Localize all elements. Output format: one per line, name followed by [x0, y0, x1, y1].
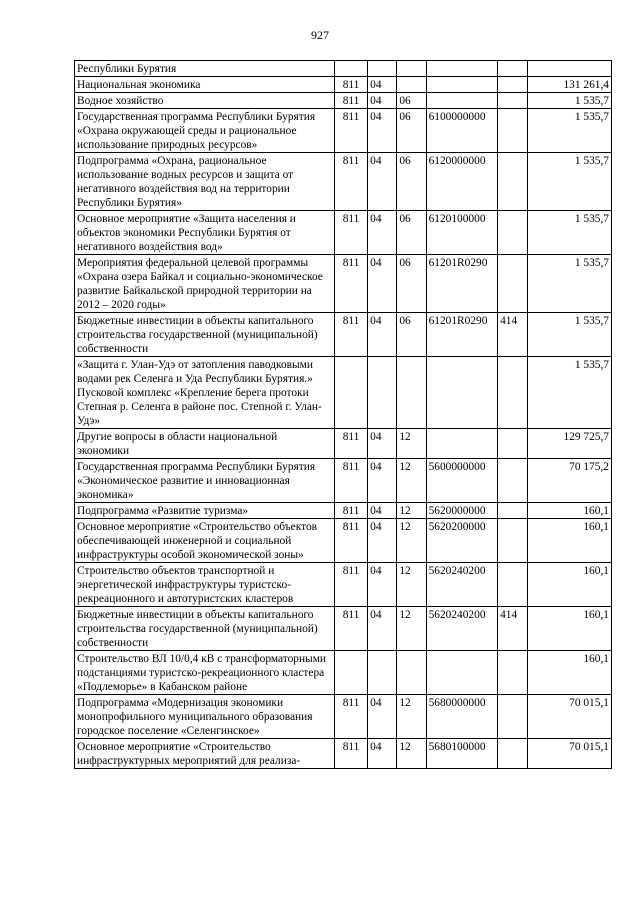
ministry-code-cell: 811	[334, 739, 367, 769]
amount-cell: 1 535,7	[528, 357, 612, 429]
table-row	[75, 313, 612, 357]
ministry-code-cell: 811	[334, 429, 367, 459]
ministry-code-cell	[334, 651, 367, 695]
amount-cell: 1 535,7	[528, 255, 612, 313]
expense-type-code-cell	[498, 429, 528, 459]
target-article-code-cell	[426, 357, 498, 429]
expense-type-code-cell	[498, 153, 528, 211]
budget-item-name-cell: Строительство ВЛ 10/0,4 кВ с трансформаторными подстанциями туристско-рекреационного кластера «Подлеморье» в Кабанском районе	[75, 651, 335, 695]
target-article-code-cell: 6120100000	[426, 211, 498, 255]
target-article-code-cell: 61201R0290	[426, 255, 498, 313]
amount-cell: 160,1	[528, 607, 612, 651]
subsection-code-cell: 12	[397, 503, 426, 519]
table-row	[75, 61, 612, 77]
ministry-code-cell: 811	[334, 695, 367, 739]
table-row	[75, 357, 612, 429]
section-code-cell: 04	[368, 153, 397, 211]
expense-type-code-cell	[498, 93, 528, 109]
section-code-cell: 04	[368, 109, 397, 153]
budget-item-name-cell: Государственная программа Республики Бурятия «Охрана окружающей среды и рациональное использование природных ресурсов»	[75, 109, 335, 153]
subsection-code-cell: 06	[397, 211, 426, 255]
table-row	[75, 503, 612, 519]
subsection-code-cell: 06	[397, 313, 426, 357]
amount-cell: 1 535,7	[528, 109, 612, 153]
target-article-code-cell	[426, 429, 498, 459]
table-row	[75, 459, 612, 503]
subsection-code-cell	[397, 77, 426, 93]
expense-type-code-cell	[498, 563, 528, 607]
table-row	[75, 607, 612, 651]
section-code-cell	[368, 651, 397, 695]
subsection-code-cell: 12	[397, 739, 426, 769]
amount-cell: 160,1	[528, 503, 612, 519]
subsection-code-cell	[397, 357, 426, 429]
budget-item-name-cell: Подпрограмма «Развитие туризма»	[75, 503, 335, 519]
section-code-cell: 04	[368, 695, 397, 739]
expense-type-code-cell: 414	[498, 313, 528, 357]
section-code-cell: 04	[368, 607, 397, 651]
amount-cell: 160,1	[528, 563, 612, 607]
expense-type-code-cell	[498, 695, 528, 739]
target-article-code-cell	[426, 61, 498, 77]
subsection-code-cell	[397, 651, 426, 695]
ministry-code-cell: 811	[334, 313, 367, 357]
table-row	[75, 739, 612, 769]
subsection-code-cell: 06	[397, 255, 426, 313]
target-article-code-cell: 5620000000	[426, 503, 498, 519]
amount-cell: 1 535,7	[528, 211, 612, 255]
budget-item-name-cell: Основное мероприятие «Строительство инфраструктурных мероприятий для реализа-	[75, 739, 335, 769]
ministry-code-cell: 811	[334, 77, 367, 93]
target-article-code-cell: 5600000000	[426, 459, 498, 503]
section-code-cell	[368, 61, 397, 77]
target-article-code-cell: 5680000000	[426, 695, 498, 739]
table-row	[75, 153, 612, 211]
budget-item-name-cell: Национальная экономика	[75, 77, 335, 93]
budget-item-name-cell: Строительство объектов транспортной и энергетической инфраструктуры туристско-рекреационного и автотуристских кластеров	[75, 563, 335, 607]
expense-type-code-cell	[498, 651, 528, 695]
subsection-code-cell: 12	[397, 563, 426, 607]
amount-cell	[528, 61, 612, 77]
section-code-cell: 04	[368, 459, 397, 503]
target-article-code-cell: 5620240200	[426, 607, 498, 651]
section-code-cell: 04	[368, 211, 397, 255]
ministry-code-cell: 811	[334, 607, 367, 651]
ministry-code-cell: 811	[334, 519, 367, 563]
amount-cell: 1 535,7	[528, 93, 612, 109]
table-row	[75, 651, 612, 695]
section-code-cell: 04	[368, 93, 397, 109]
target-article-code-cell: 5620240200	[426, 563, 498, 607]
expense-type-code-cell	[498, 519, 528, 563]
target-article-code-cell: 5620200000	[426, 519, 498, 563]
budget-item-name-cell: Государственная программа Республики Бурятия «Экономическое развитие и инновационная экономика»	[75, 459, 335, 503]
target-article-code-cell	[426, 93, 498, 109]
expense-type-code-cell	[498, 255, 528, 313]
target-article-code-cell: 5680100000	[426, 739, 498, 769]
amount-cell: 131 261,4	[528, 77, 612, 93]
subsection-code-cell: 06	[397, 153, 426, 211]
table-row	[75, 93, 612, 109]
section-code-cell: 04	[368, 255, 397, 313]
expense-type-code-cell	[498, 357, 528, 429]
amount-cell: 70 015,1	[528, 695, 612, 739]
expense-type-code-cell	[498, 459, 528, 503]
section-code-cell	[368, 357, 397, 429]
section-code-cell: 04	[368, 313, 397, 357]
expense-type-code-cell: 414	[498, 607, 528, 651]
section-code-cell: 04	[368, 77, 397, 93]
section-code-cell: 04	[368, 429, 397, 459]
amount-cell: 129 725,7	[528, 429, 612, 459]
table-row	[75, 429, 612, 459]
ministry-code-cell: 811	[334, 503, 367, 519]
subsection-code-cell: 12	[397, 695, 426, 739]
budget-item-name-cell: Водное хозяйство	[75, 93, 335, 109]
target-article-code-cell	[426, 651, 498, 695]
budget-table	[74, 60, 612, 769]
table-row	[75, 109, 612, 153]
section-code-cell: 04	[368, 503, 397, 519]
expense-type-code-cell	[498, 739, 528, 769]
expense-type-code-cell	[498, 109, 528, 153]
expense-type-code-cell	[498, 61, 528, 77]
page-number: 927	[311, 28, 329, 42]
target-article-code-cell: 6100000000	[426, 109, 498, 153]
ministry-code-cell: 811	[334, 459, 367, 503]
budget-item-name-cell: Подпрограмма «Охрана, рациональное использование водных ресурсов и защита от негативного воздействия вод на территории Республики Бурятия»	[75, 153, 335, 211]
amount-cell: 1 535,7	[528, 153, 612, 211]
amount-cell: 70 015,1	[528, 739, 612, 769]
amount-cell: 160,1	[528, 651, 612, 695]
table-row	[75, 255, 612, 313]
ministry-code-cell: 811	[334, 109, 367, 153]
budget-item-name-cell: Другие вопросы в области национальной экономики	[75, 429, 335, 459]
target-article-code-cell: 6120000000	[426, 153, 498, 211]
subsection-code-cell: 06	[397, 109, 426, 153]
ministry-code-cell	[334, 357, 367, 429]
subsection-code-cell: 06	[397, 93, 426, 109]
budget-item-name-cell: Бюджетные инвестиции в объекты капитального строительства государственной (муниципальной) собственности	[75, 313, 335, 357]
table-row	[75, 563, 612, 607]
amount-cell: 1 535,7	[528, 313, 612, 357]
section-code-cell: 04	[368, 519, 397, 563]
amount-cell: 160,1	[528, 519, 612, 563]
target-article-code-cell: 61201R0290	[426, 313, 498, 357]
subsection-code-cell: 12	[397, 607, 426, 651]
budget-item-name-cell: Бюджетные инвестиции в объекты капитального строительства государственной (муниципальной) собственности	[75, 607, 335, 651]
subsection-code-cell: 12	[397, 429, 426, 459]
budget-item-name-cell: Основное мероприятие «Защита населения и объектов экономики Республики Бурятия от негативного воздействия вод»	[75, 211, 335, 255]
subsection-code-cell	[397, 61, 426, 77]
expense-type-code-cell	[498, 77, 528, 93]
expense-type-code-cell	[498, 211, 528, 255]
budget-item-name-cell: Республики Бурятия	[75, 61, 335, 77]
table-row	[75, 211, 612, 255]
target-article-code-cell	[426, 77, 498, 93]
subsection-code-cell: 12	[397, 519, 426, 563]
amount-cell: 70 175,2	[528, 459, 612, 503]
ministry-code-cell: 811	[334, 563, 367, 607]
ministry-code-cell: 811	[334, 153, 367, 211]
subsection-code-cell: 12	[397, 459, 426, 503]
section-code-cell: 04	[368, 739, 397, 769]
table-row	[75, 519, 612, 563]
budget-table-body	[75, 61, 612, 769]
budget-item-name-cell: Подпрограмма «Модернизация экономики монопрофильного муниципального образования городское поселение «Селенгинское»	[75, 695, 335, 739]
ministry-code-cell: 811	[334, 255, 367, 313]
ministry-code-cell	[334, 61, 367, 77]
table-row	[75, 695, 612, 739]
budget-item-name-cell: Мероприятия федеральной целевой программы «Охрана озера Байкал и социально-экономическое развитие Байкальской природной территории на 2012 – 2020 годы»	[75, 255, 335, 313]
ministry-code-cell: 811	[334, 211, 367, 255]
budget-item-name-cell: «Защита г. Улан-Удэ от затопления паводковыми водами рек Селенга и Уда Республики Бурятия.» Пусковой комплекс «Крепление берега протоки Степная р. Селенга в районе пос. Степной г. Улан-Удэ»	[75, 357, 335, 429]
section-code-cell: 04	[368, 563, 397, 607]
expense-type-code-cell	[498, 503, 528, 519]
table-row	[75, 77, 612, 93]
budget-item-name-cell: Основное мероприятие «Строительство объектов обеспечивающей инженерной и социальной инфраструктуры особой экономической зоны»	[75, 519, 335, 563]
ministry-code-cell: 811	[334, 93, 367, 109]
